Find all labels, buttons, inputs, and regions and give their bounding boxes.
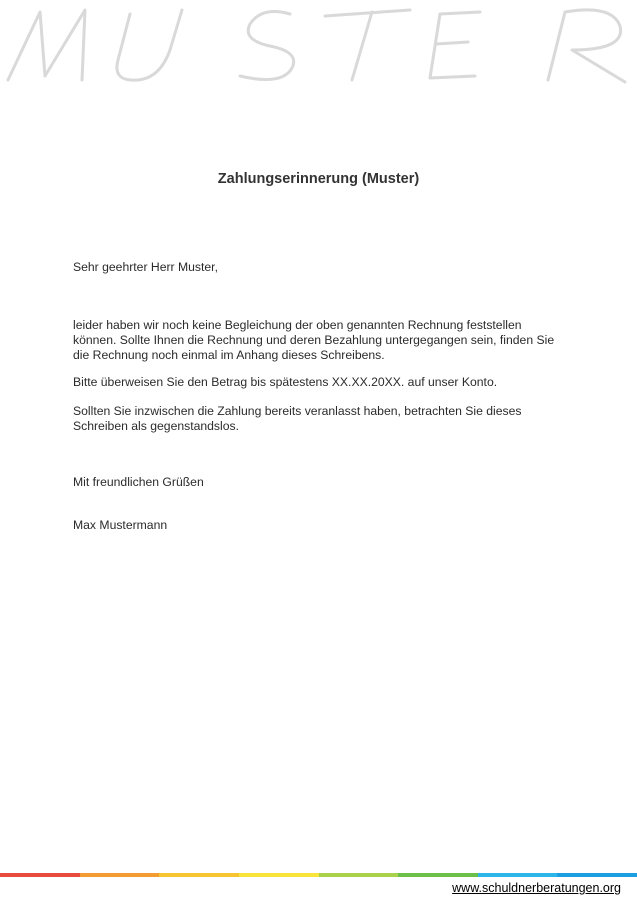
color-bar-segment	[159, 873, 239, 877]
watermark-letter-e	[430, 12, 480, 78]
muster-watermark	[0, 0, 637, 90]
watermark-letter-u	[117, 10, 182, 80]
closing-greeting: Mit freundlichen Grüßen	[73, 475, 204, 489]
color-bar-segment	[319, 873, 399, 877]
watermark-letter-m	[8, 10, 85, 80]
color-bar-segment	[239, 873, 319, 877]
color-bar-segment	[398, 873, 478, 877]
website-link[interactable]: www.schuldnerberatungen.org	[452, 881, 621, 895]
color-bar-segment	[478, 873, 558, 877]
watermark-letter-s	[240, 12, 294, 80]
paragraph-payment-missing: leider haben wir noch keine Begleichung der oben genannten Rechnung feststellen können. Sollte Ihnen die Rechnung und deren Bezahlung untergegangen sein, finden Sie die Rechnung noch einmal im Anhang dieses Schreibens.	[73, 318, 555, 362]
footer-color-bar	[0, 873, 637, 877]
color-bar-segment	[80, 873, 160, 877]
paragraph-disregard-notice: Sollten Sie inzwischen die Zahlung bereits veranlasst haben, betrachten Sie dieses Schreiben als gegenstandslos.	[73, 404, 522, 433]
watermark-letter-r	[548, 10, 625, 82]
salutation: Sehr geehrter Herr Muster,	[73, 260, 218, 274]
paragraph-payment-deadline: Bitte überweisen Sie den Betrag bis spätestens XX.XX.20XX. auf unser Konto.	[73, 375, 498, 389]
signature-name: Max Mustermann	[73, 518, 168, 532]
document-title: Zahlungserinnerung (Muster)	[217, 171, 420, 187]
color-bar-segment	[0, 873, 80, 877]
color-bar-segment	[557, 873, 637, 877]
watermark-letter-t	[325, 10, 410, 80]
